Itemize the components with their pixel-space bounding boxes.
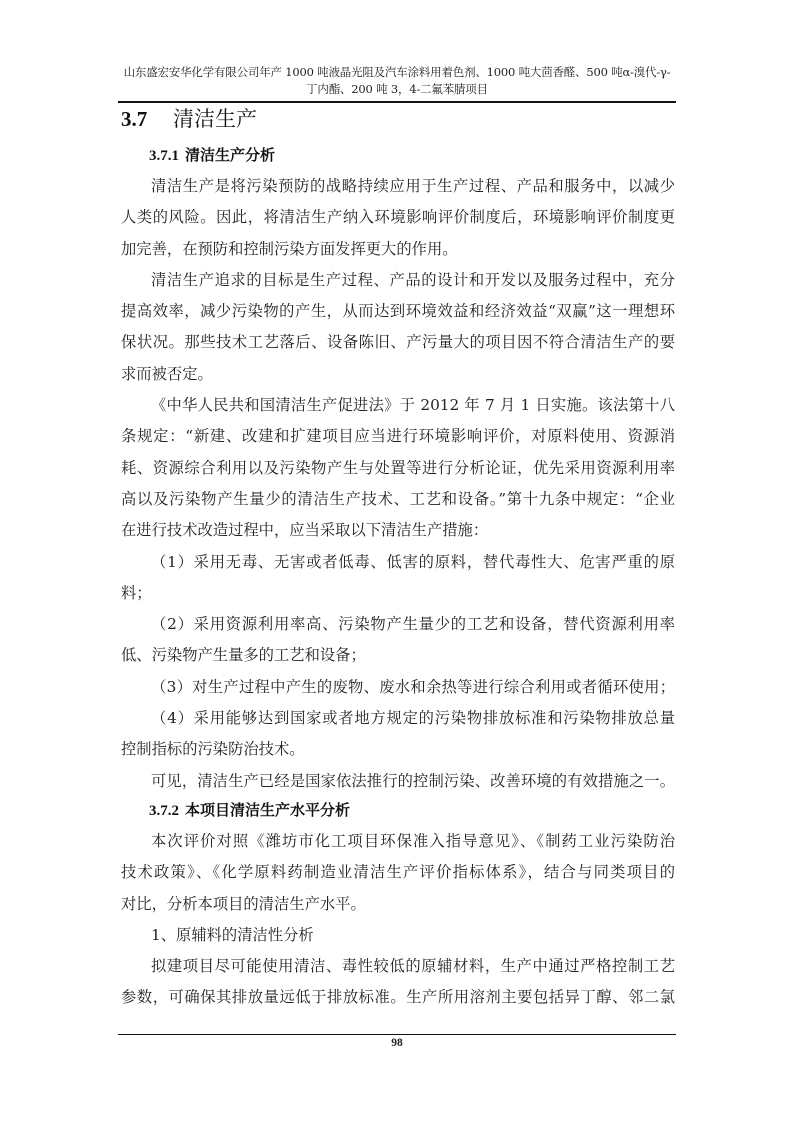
subsection-heading-3-7-1 (149, 145, 275, 166)
paragraph-line: 提高效率，减少污染物的产生，从而达到环境效益和经济效益“双赢”这一理想环 (121, 302, 675, 321)
running-header-line-1: 山东盛宏安华化学有限公司年产 1000 吨液晶光阻及汽车涂料用着色剂、1000 吨大茴香醛、500 吨α-溴代-γ- (123, 65, 671, 79)
paragraph-line: 拟建项目尽可能使用清洁、毒性较低的原辅材料，生产中通过严格控制工艺 (151, 957, 675, 976)
section-number: 3.7 (121, 107, 148, 131)
subsection-title: 清洁生产分析 (185, 146, 276, 164)
list-item-4-line: （4）采用能够达到国家或者地方规定的污染物排放标准和污染物排放总量 (151, 709, 675, 728)
paragraph-line: 清洁生产追求的目标是生产过程、产品的设计和开发以及服务过程中，充分 (151, 270, 675, 289)
subsection-number: 3.7.1 (149, 148, 179, 164)
paragraph-line: 条规定：“新建、改建和扩建项目应当进行环境影响评价，对原料使用、资源消 (121, 427, 675, 446)
running-header-line-2: 丁内酯、200 吨 3，4-二氟苯腈项目 (306, 82, 488, 96)
paragraph-line: 《中华人民共和国清洁生产促进法》于 2012 年 7 月 1 日实施。该法第十八 (151, 396, 675, 415)
list-item-3-line: （3）对生产过程中产生的废物、废水和余热等进行综合利用或者循环使用； (151, 677, 675, 696)
body-text-3-7-1 (121, 171, 675, 797)
paragraph-line: 人类的风险。因此，将清洁生产纳入环境影响评价制度后，环境影响评价制度更 (121, 208, 675, 227)
list-item-1-line: （1）采用无毒、无害或者低毒、低害的原料，替代毒性大、危害严重的原 (151, 552, 675, 571)
paragraph-line: 对比，分析本项目的清洁生产水平。 (121, 894, 366, 913)
item-heading: 1、原辅料的清洁性分析 (151, 925, 314, 944)
paragraph-line: 可见，清洁生产已经是国家依法推行的控制污染、改善环境的有效措施之一。 (151, 771, 675, 790)
paragraph-line: 保状况。那些技术工艺落后、设备陈旧、产污量大的项目因不符合清洁生产的要 (121, 333, 675, 352)
footer-rule (118, 1034, 676, 1035)
running-header (112, 64, 682, 98)
paragraph-line: 本次评价对照《潍坊市化工项目环保准入指导意见》、《制药工业污染防治 (151, 832, 675, 850)
list-item-2-line: 低、污染物产生量多的工艺和设备； (121, 646, 366, 665)
paragraph-line: 耗、资源综合利用以及污染物产生与处置等进行分析论证，优先采用资源利用率 (121, 458, 675, 477)
paragraph-line: 参数，可确保其排放量远低于排放标准。生产所用溶剂主要包括异丁醇、邻二氯 (121, 988, 675, 1007)
subsection-title: 本项目清洁生产水平分析 (185, 801, 351, 819)
list-item-2-line: （2）采用资源利用率高、污染物产生量少的工艺和设备，替代资源利用率 (151, 615, 675, 634)
page-number: 98 (391, 1037, 403, 1049)
paragraph-line: 加完善，在预防和控制污染方面发挥更大的作用。 (121, 239, 458, 258)
list-item-4-line: 控制指标的污染防治技术。 (121, 740, 305, 759)
subsection-number: 3.7.2 (149, 803, 179, 819)
header-rule (118, 101, 676, 103)
section-heading (121, 104, 257, 134)
section-title: 清洁生产 (173, 107, 257, 131)
paragraph-line: 清洁生产是将污染预防的战略持续应用于生产过程、产品和服务中，以减少 (151, 177, 675, 195)
paragraph-line: 技术政策》、《化学原料药制造业清洁生产评价指标体系》，结合与同类项目的 (121, 863, 675, 882)
list-item-1-line: 料； (121, 583, 152, 602)
paragraph-line: 在进行技术改造过程中，应当采取以下清洁生产措施： (121, 521, 489, 540)
subsection-heading-3-7-2 (149, 800, 350, 821)
paragraph-line: 高以及污染物产生量少的清洁生产技术、工艺和设备。”第十九条中规定：“企业 (121, 489, 675, 508)
paragraph-line: 求而被否定。 (121, 364, 213, 383)
body-text-3-7-2 (121, 826, 675, 1014)
